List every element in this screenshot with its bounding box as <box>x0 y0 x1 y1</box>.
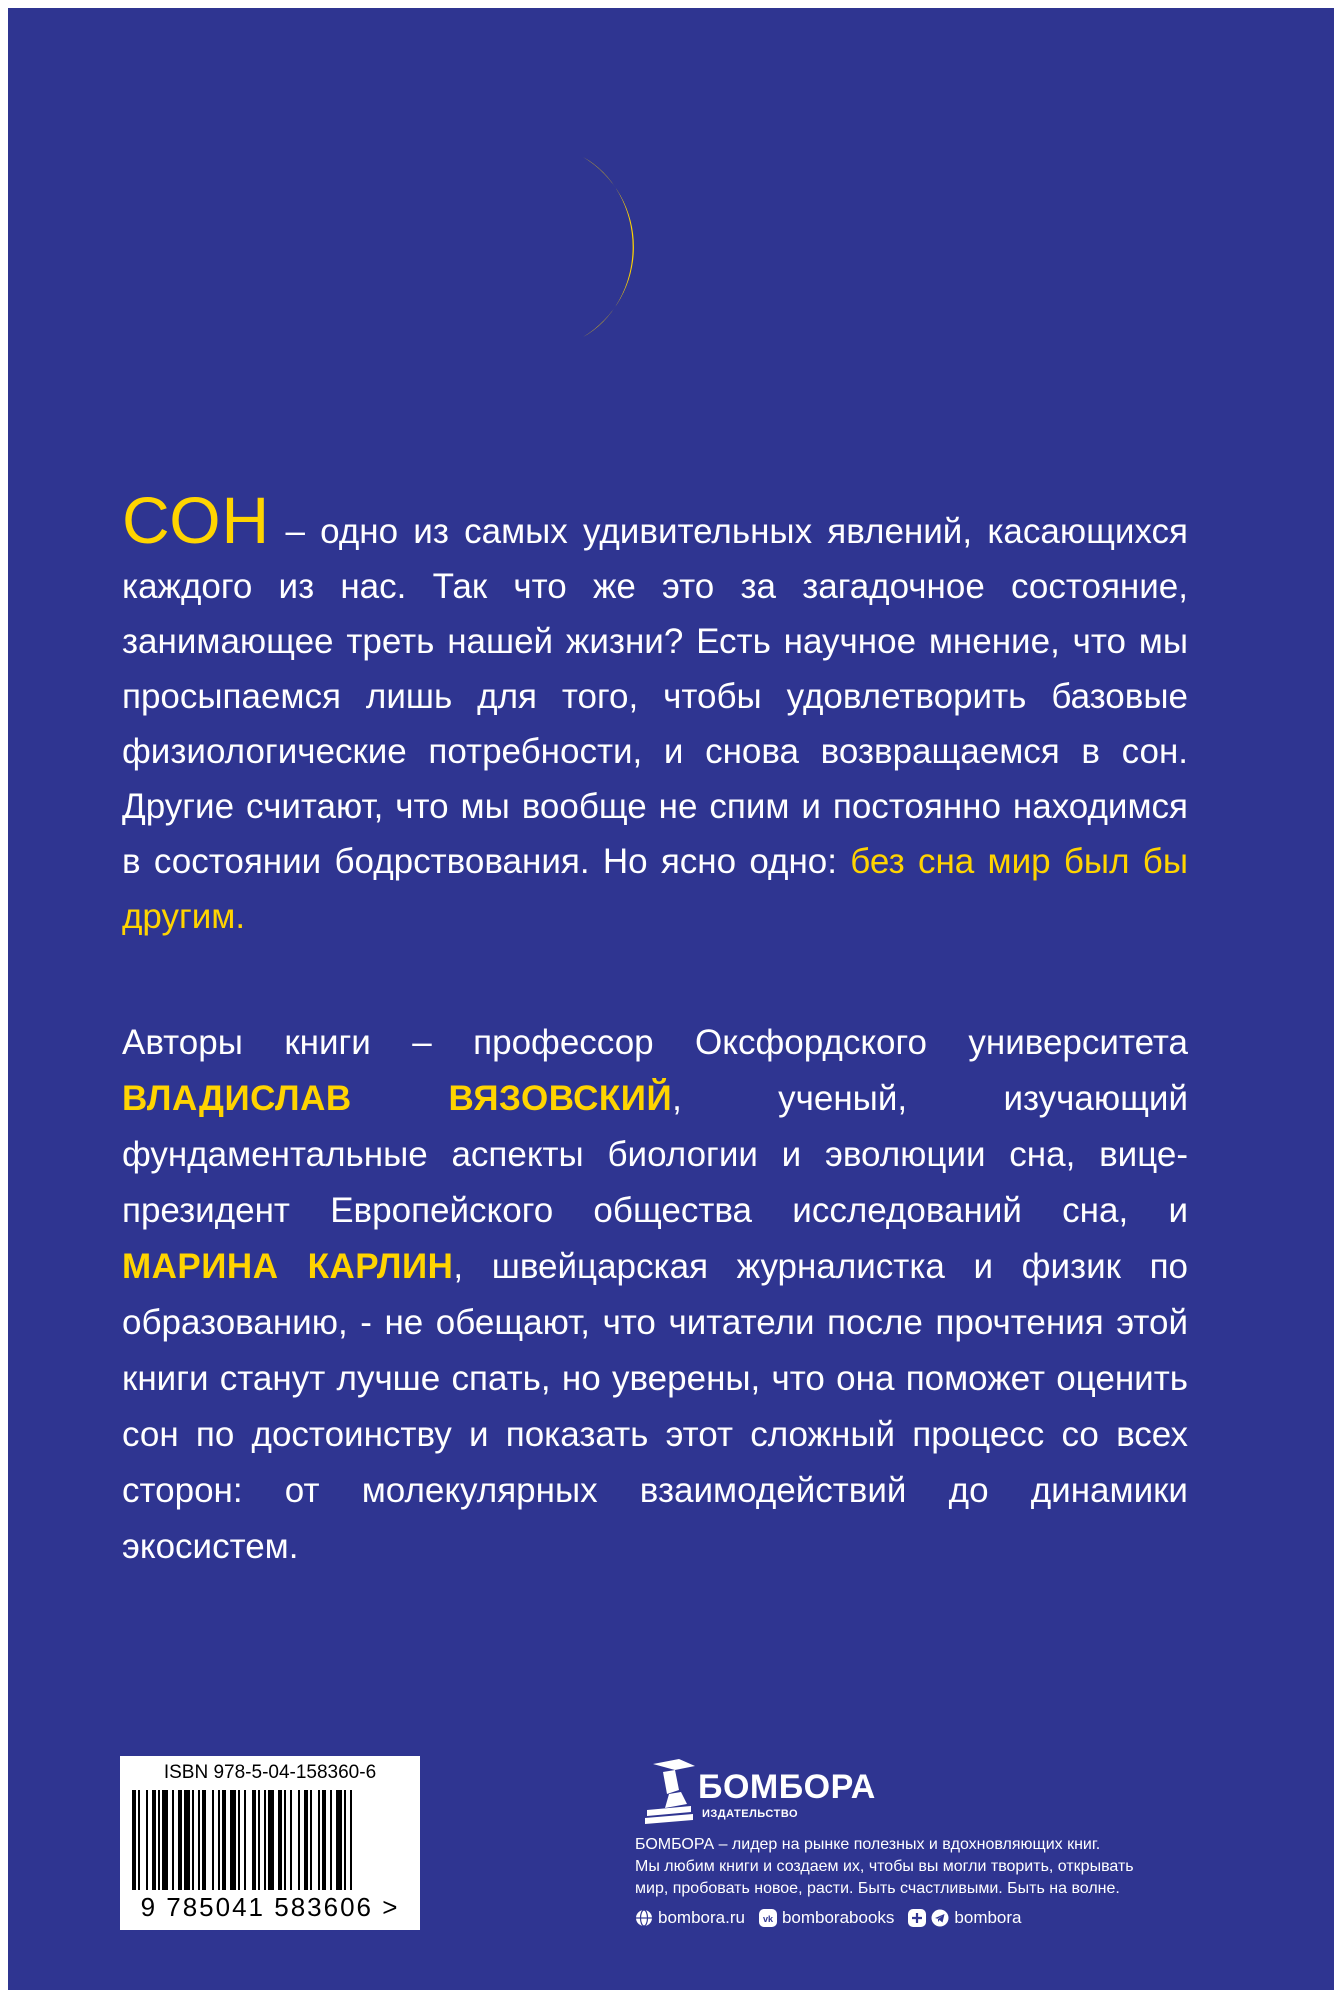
vk-link[interactable] <box>759 1908 894 1928</box>
web-icon <box>635 1909 653 1927</box>
website-label: bombora.ru <box>658 1908 745 1927</box>
publisher-subtitle: ИЗДАТЕЛЬСТВО <box>702 1808 799 1820</box>
plus-icon <box>908 1909 926 1927</box>
author2-name: МАРИНА КАРЛИН <box>122 1247 454 1286</box>
authors-paragraph <box>122 1015 1188 1575</box>
authors-intro: Авторы книги – профессор Оксфордского университета <box>122 1023 1188 1062</box>
vk-icon <box>759 1909 777 1927</box>
description-text: – одно из самых удивительных явлений, касающихся каждого из нас. Так что же это за загадочное состояние, занимающее треть нашей жизни? Есть научное мнение, что мы просыпаемся лишь для того, чтобы удовлетворить базовые физиологические потребности, и снова возвращаемся в сон. Другие считают, что мы вообще не спим и постоянно находимся в состоянии бодрствования. Но ясно одно: <box>122 512 1188 881</box>
lead-word: СОН <box>122 483 271 557</box>
barcode-digits: 9 785041 583606 > <box>140 1892 400 1922</box>
author1-name: ВЛАДИСЛАВ ВЯЗОВСКИЙ <box>122 1079 673 1118</box>
telegram-link[interactable] <box>908 1908 1021 1928</box>
svg-text:vk: vk <box>762 1914 773 1924</box>
barcode-icon <box>132 1790 408 1890</box>
telegram-label: bombora <box>954 1908 1022 1927</box>
social-links <box>635 1908 1036 1928</box>
publisher-description-line: БОМБОРА – лидер на рынке полезных и вдохновляющих книг. <box>635 1836 1101 1853</box>
website-link[interactable] <box>635 1908 745 1928</box>
author2-description: , швейцарская журналистка и физик по образованию, - не обещают, что читатели после прочтения этой книги станут лучше спать, но уверены, что она поможет оценить сон по достоинству и показать этот сложный процесс со всех сторон: от молекулярных взаимодействий до динамики экосистем. <box>122 1247 1188 1566</box>
publisher-description-line: мир, пробовать новое, расти. Быть счастливыми. Быть на волне. <box>635 1880 1120 1897</box>
publisher-name: БОМБОРА <box>698 1768 876 1806</box>
description-highlight: без сна мир был бы другим. <box>122 842 1188 936</box>
vk-label: bomborabooks <box>781 1908 895 1927</box>
author1-description: , ученый, изучающий фундаментальные аспекты биологии и эволюции сна, вице-президент Европейского общества исследований сна, и <box>122 1079 1188 1230</box>
publisher-description-line: Мы любим книги и создаем их, чтобы вы могли творить, открывать <box>635 1858 1134 1875</box>
publisher-description <box>635 1834 1285 1900</box>
description-paragraph <box>122 483 1188 944</box>
telegram-icon <box>931 1909 949 1927</box>
book-back-cover <box>8 8 1334 1990</box>
isbn-number: ISBN 978-5-04-158360-6 <box>163 1762 377 1783</box>
barcode-box <box>120 1756 420 1930</box>
crescent-moon-icon <box>583 141 733 351</box>
